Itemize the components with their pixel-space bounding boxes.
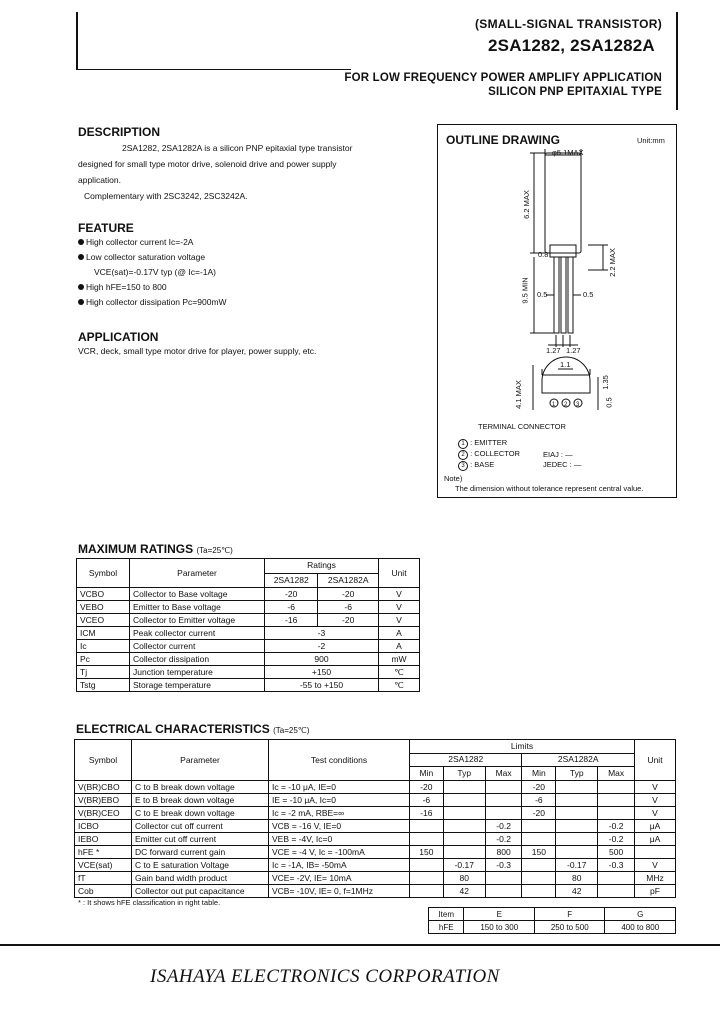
dim-11: 1.1	[560, 360, 571, 369]
application-line-2: SILICON PNP EPITAXIAL TYPE	[488, 86, 662, 98]
col-parameter: Parameter	[132, 740, 269, 781]
svg-text:1: 1	[552, 402, 556, 408]
feature-item: High collector dissipation Pc=900mW	[78, 295, 423, 310]
table-row: V(BR)CBO C to B break down voltage Ic = -10 μA, IE=0 -20 -20 V	[75, 781, 676, 794]
feature-item: High collector current Ic=-2A	[78, 235, 423, 250]
col-2sa1282a: 2SA1282A	[522, 753, 635, 767]
category-label: (SMALL-SIGNAL TRANSISTOR)	[475, 17, 663, 31]
description-line-2: designed for small type motor drive, solenoid drive and power supply	[78, 159, 337, 169]
elec-char-table	[74, 739, 676, 898]
svg-text:3: 3	[576, 402, 580, 408]
col-min: Min	[410, 767, 444, 781]
table-row: V(BR)CEO C to E break down voltage Ic = -2 mA, RBE=∞ -16 -20 V	[75, 807, 676, 820]
max-ratings-table	[76, 558, 420, 692]
description-line-3: application.	[78, 175, 122, 185]
col-unit: Unit	[379, 559, 420, 588]
dim-05-left: 0.5	[537, 290, 548, 299]
table-row: hFE * DC forward current gain VCE = -4 V, Ic = -100mA 150 800 150 500	[75, 846, 676, 859]
header-right-rule	[676, 12, 678, 110]
transistor-body-step	[550, 245, 576, 257]
table-row: VCBO Collector to Base voltage -20 -20 V	[77, 588, 420, 601]
feature-item: VCE(sat)=-0.17V typ (@ Ic=-1A)	[94, 267, 217, 277]
col-ratings: Ratings	[265, 559, 379, 574]
note-label: Note)	[444, 474, 463, 483]
description-line-1: 2SA1282, 2SA1282A is a silicon PNP epitaxial type transistor	[122, 143, 353, 153]
dim-95: 9.5 MIN	[520, 277, 530, 304]
table-row: Cob Collector out put capacitance VCB= -10V, IE= 0, f=1MHz 42 42 pF	[75, 885, 676, 898]
elec-footnote: * : It shows hFE classification in right table.	[78, 898, 221, 907]
transistor-body	[545, 153, 581, 253]
terminal-list	[458, 438, 520, 471]
terminal-collector: 2 : COLLECTOR	[458, 449, 520, 460]
bullet-icon	[78, 239, 84, 245]
feature-item: Low collector saturation voltage	[78, 250, 423, 265]
jedec-label: JEDEC : —	[543, 460, 582, 469]
col-max: Max	[485, 767, 522, 781]
dim-41: 4.1 MAX	[513, 380, 523, 409]
hfe-class-table: Item E F G hFE 150 to 300 250 to 500 400 to 800	[428, 907, 676, 934]
bullet-icon	[78, 254, 84, 260]
feature-list	[78, 235, 423, 310]
col-typ: Typ	[443, 767, 485, 781]
col-unit: Unit	[635, 740, 676, 781]
part-number-title: 2SA1282, 2SA1282A	[488, 36, 655, 55]
footer-top-rule	[0, 944, 720, 946]
dim-diameter: φ5.1MAX	[552, 148, 584, 157]
col-2sa1282a: 2SA1282A	[318, 573, 379, 588]
col-test: Test conditions	[269, 740, 410, 781]
table-row: IEBO Emitter cut off current VEB = -4V, Ic=0 -0.2 -0.2 μA	[75, 833, 676, 846]
header-bottom-rule	[76, 69, 351, 70]
terminal-base: 3 : BASE	[458, 460, 520, 471]
note-text: The dimension without tolerance represent central value.	[455, 484, 644, 493]
description-line-4: Complementary with 2SC3242, 2SC3242A.	[84, 191, 248, 201]
outline-title: OUTLINE DRAWING	[446, 133, 560, 147]
description-title: DESCRIPTION	[78, 125, 161, 139]
dim-05-bottom: 0.5	[604, 397, 614, 408]
dim-height-max: 6.2 MAX	[521, 190, 531, 219]
bullet-icon	[78, 284, 84, 290]
svg-text:2: 2	[564, 402, 568, 408]
lead-2	[561, 257, 566, 333]
table-row: Pc Collector dissipation 900 mW	[77, 653, 420, 666]
col-2sa1282: 2SA1282	[265, 573, 318, 588]
table-row: fT Gain band width product VCE= -2V, IE= 10mA 80 80 MHz	[75, 872, 676, 885]
col-typ: Typ	[556, 767, 598, 781]
dim-08: 0.8	[538, 250, 549, 259]
table-row: VCE(sat) C to E saturation Voltage Ic = -1A, IB= -50mA -0.17 -0.3 -0.17 -0.3 V	[75, 859, 676, 872]
dim-127-left: 1.27	[546, 346, 561, 355]
table-row: VCEO Collector to Emitter voltage -16 -20 V	[77, 614, 420, 627]
dim-135: 1.35	[600, 375, 610, 390]
table-row: Tj Junction temperature +150 ℃	[77, 666, 420, 679]
dim-22: 2.2 MAX	[607, 248, 617, 277]
application-title: APPLICATION	[78, 330, 159, 344]
table-row: VEBO Emitter to Base voltage -6 -6 V	[77, 601, 420, 614]
company-name: ISAHAYA ELECTRONICS CORPORATION	[150, 966, 500, 987]
col-parameter: Parameter	[130, 559, 265, 588]
table-row: Ic Collector current -2 A	[77, 640, 420, 653]
eiaj-label: EIAJ : —	[543, 450, 573, 459]
application-line-1: FOR LOW FREQUENCY POWER AMPLIFY APPLICATION	[344, 72, 662, 84]
col-max: Max	[598, 767, 635, 781]
terminal-connector-title: TERMINAL CONNECTOR	[478, 422, 566, 431]
bullet-icon	[78, 299, 84, 305]
dim-05-right: 0.5	[583, 290, 594, 299]
lead-1	[554, 257, 559, 333]
terminal-emitter: 1 : EMITTER	[458, 438, 520, 449]
outline-unit: Unit:mm	[637, 136, 665, 145]
table-row: Tstg Storage temperature -55 to +150 ℃	[77, 679, 420, 692]
table-row: ICBO Collector cut off current VCB = -16 V, IE=0 -0.2 -0.2 μA	[75, 820, 676, 833]
col-limits: Limits	[410, 740, 635, 754]
header-left-rule	[76, 12, 78, 70]
lead-3	[568, 257, 573, 333]
max-ratings-title: MAXIMUM RATINGS (Ta=25℃)	[78, 542, 233, 556]
table-row: ICM Peak collector current -3 A	[77, 627, 420, 640]
description-text	[78, 140, 423, 204]
table-row: V(BR)EBO E to B break down voltage IE = -10 μA, Ic=0 -6 -6 V	[75, 794, 676, 807]
application-text: VCR, deck, small type motor drive for player, power supply, etc.	[78, 346, 317, 356]
elec-title: ELECTRICAL CHARACTERISTICS (Ta=25℃)	[76, 722, 310, 736]
dim-127-right: 1.27	[566, 346, 581, 355]
outline-drawing-svg	[438, 125, 674, 425]
feature-item: High hFE=150 to 800	[78, 280, 423, 295]
feature-title: FEATURE	[78, 221, 134, 235]
col-min: Min	[522, 767, 556, 781]
col-symbol: Symbol	[77, 559, 130, 588]
col-2sa1282: 2SA1282	[410, 753, 522, 767]
col-symbol: Symbol	[75, 740, 132, 781]
